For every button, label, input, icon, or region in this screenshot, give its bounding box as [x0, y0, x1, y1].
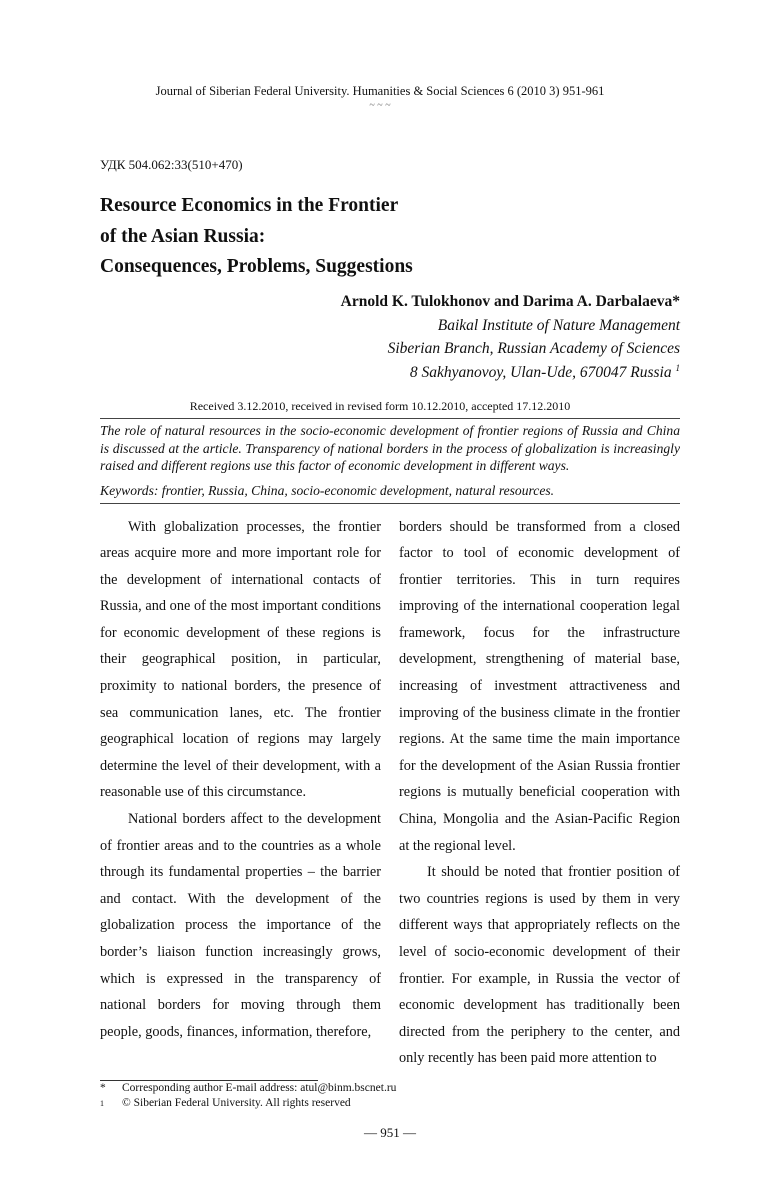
footnote-mark: 1 — [675, 363, 680, 373]
page-number: — 951 — — [364, 1124, 416, 1140]
article-flow — [100, 418, 680, 1181]
paragraph: borders should be transformed from a closed factor to tool of economic development of frontier territories. This in turn requires improving of the international cooperation legal framework, focus for the infrastructure development, strengthening of material base, increasing of investment attractiveness and improving of the business climate in the frontier regions. At the same time the main importance for the development of the Asian Russia frontier regions is mutually beneficial cooperation with China, Mongolia and the Asian-Pacific Region at the regional level. — [399, 518, 680, 854]
footnote-mark: * — [100, 1081, 106, 1094]
paragraph: It should be noted that frontier position of two countries regions is used by them in very different ways that appropriately reflects on the level of socio-economic development of their frontier. For example, in Russia the vector of economic development has traditionally been directed from the periphery to the center, and only recently has been paid more attention to — [399, 864, 680, 1067]
affiliation-line — [410, 363, 680, 382]
authors: Arnold K. Tulokhonov and Darima A. Darbalaeva* — [340, 293, 680, 310]
footnote-mark: 1 — [100, 1098, 104, 1108]
udk-code: УДК 504.062:33(510+470) — [100, 157, 243, 172]
affiliation-address: 8 Sakhyanovoy, Ulan-Ude, 670047 Russia — [409, 364, 672, 382]
footnote — [100, 1096, 680, 1111]
divider — [100, 503, 680, 504]
journal-header: Journal of Siberian Federal University. Humanities & Social Sciences 6 (2010 3) 951-961 — [155, 84, 605, 98]
paragraph: With globalization processes, the frontier areas acquire more and more important role for the development of international contacts of Russia, and one of the most important conditions for economic development of these regions is their geographical position, in particular, proximity to national borders, the presence of sea communication lanes, etc. The frontier geographical location of regions may largely determine the level of their development, with a reasonable use of this circumstance. — [100, 518, 381, 801]
paragraph: National borders affect to the development of frontier areas and to the countries as a whole through its fundamental properties – the barrier and contact. With the development of the globalization process the importance of the border’s liaison function increasingly grows, which is expressed in the transparency of national borders for moving through them people, goods, finances, information, therefore, — [100, 811, 381, 1040]
body-column-right — [399, 514, 680, 1072]
header-ornament: ~ ~ ~ — [369, 100, 391, 111]
divider — [100, 418, 680, 419]
received-dates: Received 3.12.2010, received in revised form 10.12.2010, accepted 17.12.2010 — [189, 399, 571, 413]
keywords: Keywords: frontier, Russia, China, socio-economic development, natural resources. — [100, 482, 555, 498]
title-line-1: Resource Economics in the Frontier — [100, 195, 399, 216]
body-columns — [100, 514, 680, 1072]
body-column-left — [100, 514, 381, 1072]
footnote-text: Corresponding author E-mail address: atul@binm.bscnet.ru — [122, 1081, 397, 1094]
title-line-3: Consequences, Problems, Suggestions — [100, 256, 413, 277]
footnote — [100, 1081, 680, 1096]
title-line-2: of the Asian Russia: — [100, 226, 266, 247]
affiliation-line: Baikal Institute of Nature Management — [437, 317, 680, 334]
footnote-text: © Siberian Federal University. All rights reserved — [122, 1096, 351, 1109]
abstract: The role of natural resources in the socio-economic development of frontier regions of Russia and China is discussed at the article. Transparency of national borders in the process of globalization is increasingly raised and different regions use this factor of economic development in different ways. — [100, 423, 680, 473]
affiliation-line: Siberian Branch, Russian Academy of Sciences — [387, 340, 680, 357]
